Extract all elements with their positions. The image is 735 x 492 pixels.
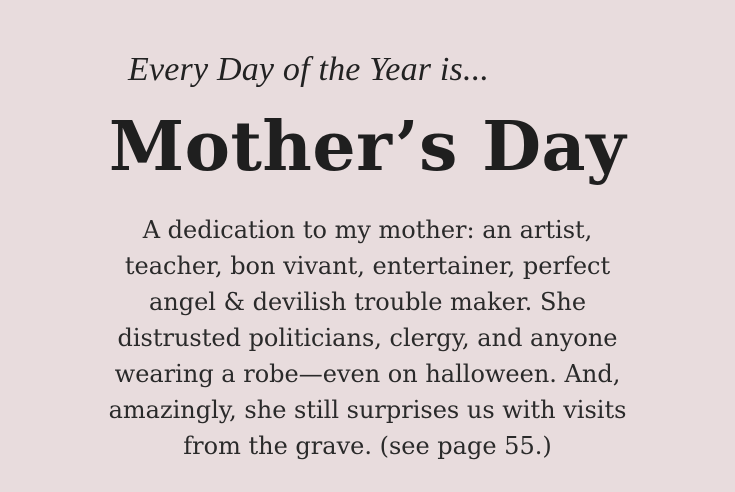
dedication-line: distrusted politicians, clergy, and anyone <box>117 324 618 352</box>
page-title: Mother’s Day <box>108 107 627 187</box>
dedication-line: angel & devilish trouble maker. She <box>148 288 587 316</box>
dedication-line: wearing a robe—even on halloween. And, <box>114 360 621 388</box>
dedication-line: A dedication to my mother: an artist, <box>142 216 593 244</box>
dedication-paragraph <box>60 212 675 464</box>
kicker-text: Every Day of the Year is... <box>128 51 490 88</box>
dedication-line: teacher, bon vivant, entertainer, perfect <box>124 252 611 280</box>
dedication-line: from the grave. (see page 55.) <box>183 432 552 460</box>
dedication-line: amazingly, she still surprises us with visits <box>108 396 627 424</box>
